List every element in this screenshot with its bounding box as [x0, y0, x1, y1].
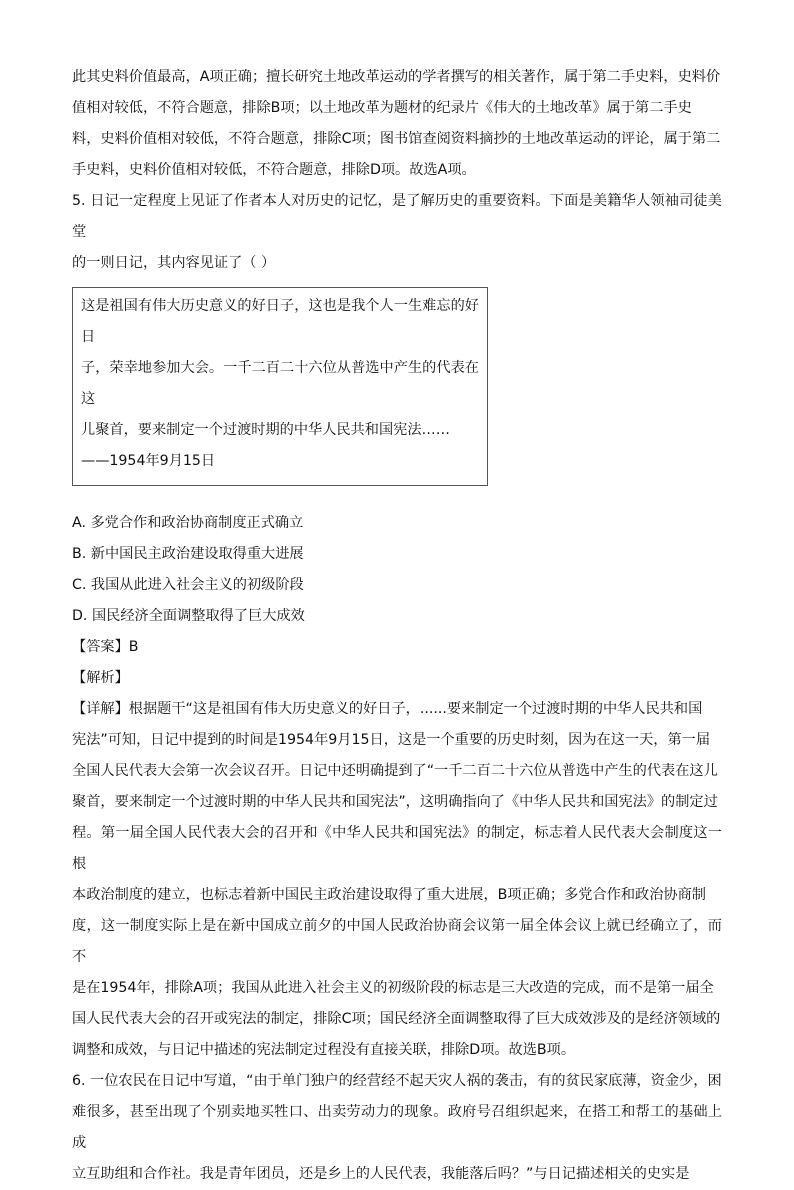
question-stem: 5. 日记一定程度上见证了作者本人对历史的记忆，是了解历史的重要资料。下面是美籍华人领袖司徒美堂 — [72, 193, 722, 240]
text-line: 国人民代表大会的召开或宪法的制定，排除C项；国民经济全面调整取得了巨大成效涉及的是经济领域的 — [72, 1011, 721, 1027]
question-stem: 6. 一位农民在日记中写道，“由于单门独户的经营经不起天灾人祸的袭击，有的贫民家底薄，资金少，困 — [72, 1073, 722, 1089]
text-line: 手史料，史料价值相对较低，不符合题意，排除D项。故选A项。 — [72, 162, 476, 178]
answer-label: 【答案】B — [72, 639, 139, 655]
analysis-label: 【解析】 — [72, 670, 129, 686]
document-content — [72, 62, 722, 1190]
text-line: 值相对较低，不符合题意，排除B项；以土地改革为题材的纪录片《伟大的土地改革》属于第二手史 — [72, 100, 692, 116]
text-line: 聚首，要来制定一个过渡时期的中华人民共和国宪法”，这明确指向了《中华人民共和国宪法》的制定过 — [72, 794, 718, 810]
text-line: 是在1954年，排除A项；我国从此进入社会主义的初级阶段的标志是三大改造的完成，而不是第一届全 — [72, 980, 714, 996]
text-line: 度，这一制度实际上是在新中国成立前夕的中国人民政治协商会议第一届全体会议上就已经确立了，而不 — [72, 918, 722, 965]
text-line: 【详解】根据题干“这是祖国有伟大历史意义的好日子，......要来制定一个过渡时期的中华人民共和国 — [72, 701, 703, 717]
text-line: 料，史料价值相对较低，不符合题意，排除C项；图书馆查阅资料摘抄的土地改革运动的评论，属于第二 — [72, 131, 721, 147]
diary-quote-box — [72, 287, 488, 486]
quote-line: 这是祖国有伟大历史意义的好日子，这也是我个人一生难忘的好日 — [81, 298, 479, 345]
question-stem: 立互助组和合作社。我是青年团员，还是乡上的人民代表，我能落后吗？”与日记描述相关的史实是 — [72, 1166, 690, 1182]
question-5 — [72, 186, 722, 1066]
text-line: 本政治制度的建立，也标志着新中国民主政治建设取得了重大进展，B项正确；多党合作和政治协商制 — [72, 887, 706, 903]
text-line: 此其史料价值最高，A项正确；擅长研究土地改革运动的学者撰写的相关著作，属于第二手史料，史料价 — [72, 69, 721, 85]
quote-line: 儿聚首，要来制定一个过渡时期的中华人民共和国宪法…… — [81, 422, 450, 438]
text-line: 调整和成效，与日记中描述的宪法制定过程没有直接关联，排除D项。故选B项。 — [72, 1042, 576, 1058]
quote-date: ——1954年9月15日 — [81, 453, 216, 469]
question-6 — [72, 1066, 722, 1190]
question-stem: 的一则日记，其内容见证了（ ） — [72, 255, 276, 271]
detail-explanation — [72, 694, 722, 1066]
prev-analysis — [72, 62, 722, 186]
text-line: 宪法”可知，日记中提到的时间是1954年9月15日，这是一个重要的历史时刻，因为在这一天，第一届 — [72, 732, 711, 748]
text-line: 全国人民代表大会第一次会议召开。日记中还明确提到了“一千二百二十六位从普选中产生的代表在这儿 — [72, 763, 718, 779]
option-c: C. 我国从此进入社会主义的初级阶段 — [72, 577, 304, 593]
question-stem: 难很多，甚至出现了个别卖地买牲口、出卖劳动力的现象。政府号召组织起来，在搭工和帮工的基础上成 — [72, 1104, 722, 1151]
option-a: A. 多党合作和政治协商制度正式确立 — [72, 515, 304, 531]
quote-line: 子，荣幸地参加大会。一千二百二十六位从普选中产生的代表在这 — [81, 360, 479, 407]
text-line: 程。第一届全国人民代表大会的召开和《中华人民共和国宪法》的制定，标志着人民代表大会制度这一根 — [72, 825, 722, 872]
option-b: B. 新中国民主政治建设取得重大进展 — [72, 546, 304, 562]
option-d: D. 国民经济全面调整取得了巨大成效 — [72, 608, 305, 624]
